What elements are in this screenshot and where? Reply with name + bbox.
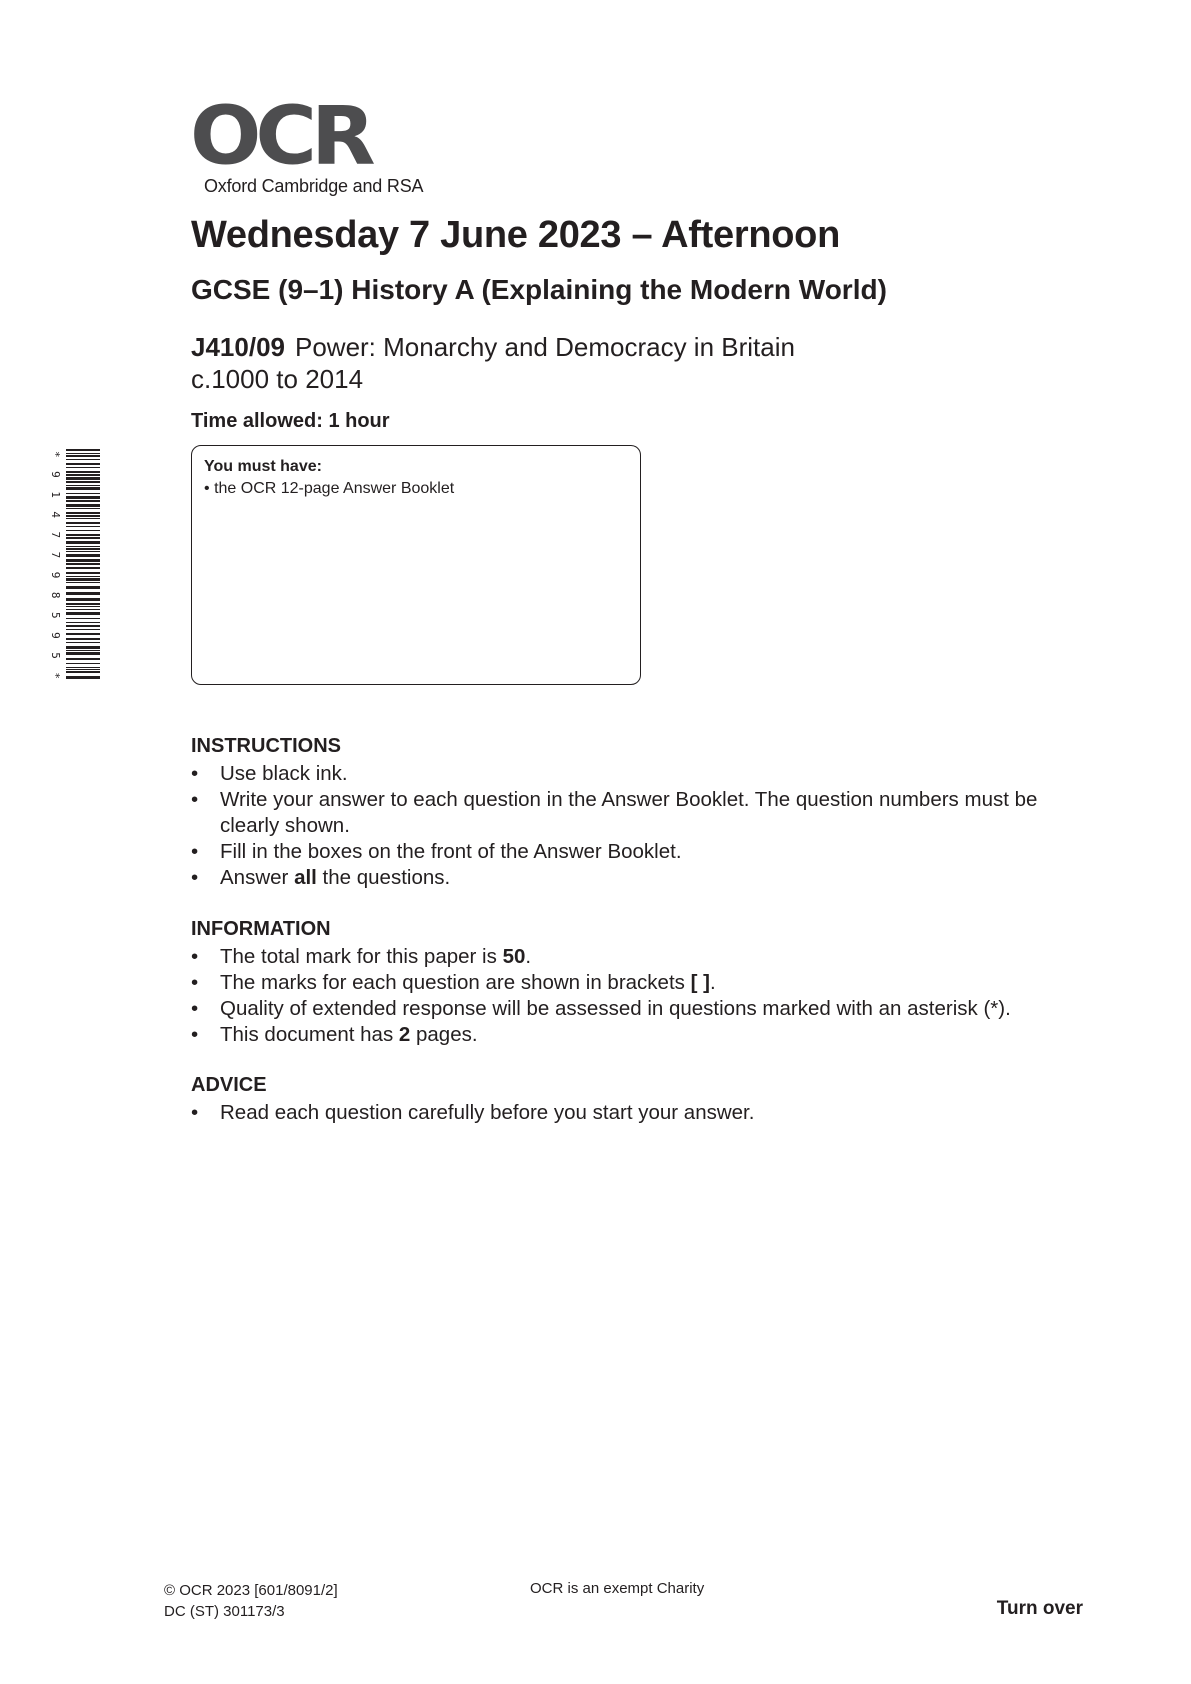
logo-subtitle: Oxford Cambridge and RSA: [204, 176, 424, 196]
barcode-bars: [66, 449, 100, 679]
list-item-text: This document has: [220, 1023, 399, 1046]
instructions-section: [191, 733, 1091, 891]
advice-list: [191, 1100, 1091, 1126]
information-list: [191, 944, 1091, 1048]
list-item-text: Answer: [220, 866, 295, 889]
bullet: •: [204, 480, 210, 497]
you-must-have-box: [191, 445, 641, 685]
ocr-logo: [190, 89, 450, 206]
bullet: •: [191, 866, 199, 889]
list-item-text: Fill in the boxes on the front of the Answer Booklet.: [220, 840, 682, 863]
list-item: [191, 944, 1091, 970]
bullet: •: [191, 1023, 199, 1046]
document-code: DC (ST) 301173/3: [164, 1603, 285, 1620]
unit-title: [191, 331, 951, 395]
list-item: [191, 1022, 1091, 1048]
list-item: [191, 761, 1091, 787]
instructions-heading: INSTRUCTIONS: [191, 735, 341, 757]
list-item-emphasis: 2: [398, 1023, 411, 1046]
copyright-notice: © OCR 2023 [601/8091/2]: [164, 1582, 338, 1599]
time-allowed: Time allowed: 1 hour: [191, 410, 390, 432]
list-item-text: .: [709, 971, 716, 994]
list-item-text: the questions.: [316, 866, 451, 889]
list-item-text: Write your answer to each question in the Answer Booklet. The question numbers must be clearly shown.: [220, 788, 1038, 837]
list-item-text: The total mark for this paper is: [220, 945, 503, 968]
bullet: •: [191, 788, 199, 811]
bullet: •: [191, 1101, 199, 1124]
information-heading: INFORMATION: [191, 918, 331, 940]
list-item-text: Read each question carefully before you start your answer.: [220, 1101, 755, 1124]
list-item: [191, 865, 1091, 891]
list-item-text: Use black ink.: [220, 762, 348, 785]
barcode: [48, 449, 100, 681]
exam-date: Wednesday 7 June 2023 – Afternoon: [191, 214, 840, 256]
must-have-item-text: the OCR 12-page Answer Booklet: [214, 480, 455, 497]
list-item: [191, 970, 1091, 996]
list-item-text: Quality of extended response will be assessed in questions marked with an asterisk (*).: [220, 997, 1011, 1020]
list-item-emphasis: [ ]: [690, 971, 710, 994]
footer-left: [164, 1580, 338, 1622]
bullet: •: [191, 762, 199, 785]
bullet: •: [191, 997, 199, 1020]
list-item-text: The marks for each question are shown in brackets: [220, 971, 691, 994]
turn-over-label: Turn over: [996, 1598, 1083, 1619]
you-must-have-title: You must have:: [204, 458, 322, 475]
logo-mark: OCR: [190, 89, 370, 183]
bullet: •: [191, 945, 199, 968]
unit-title-line1: Power: Monarchy and Democracy in Britain: [294, 332, 795, 362]
list-item-emphasis: all: [294, 866, 317, 889]
advice-heading: ADVICE: [191, 1074, 267, 1096]
information-section: [191, 916, 1091, 1048]
charity-notice: OCR is an exempt Charity: [530, 1580, 705, 1597]
list-item-text: .: [525, 945, 532, 968]
list-item: [191, 787, 1091, 839]
bullet: •: [191, 840, 199, 863]
list-item: [191, 1100, 1091, 1126]
unit-title-line2: c.1000 to 2014: [191, 364, 364, 394]
list-item: [191, 839, 1091, 865]
list-item-emphasis: 50: [502, 945, 526, 968]
advice-section: [191, 1072, 1091, 1126]
you-must-have-item: [204, 480, 454, 498]
list-item: [191, 996, 1091, 1022]
instructions-list: [191, 761, 1091, 891]
bullet: •: [191, 971, 199, 994]
list-item-text: pages.: [410, 1023, 478, 1046]
qualification-title: GCSE (9–1) History A (Explaining the Modern World): [191, 274, 887, 305]
unit-code: J410/09: [191, 332, 285, 362]
barcode-digits: * 9 1 4 7 7 9 8 5 9 5 *: [49, 451, 62, 679]
